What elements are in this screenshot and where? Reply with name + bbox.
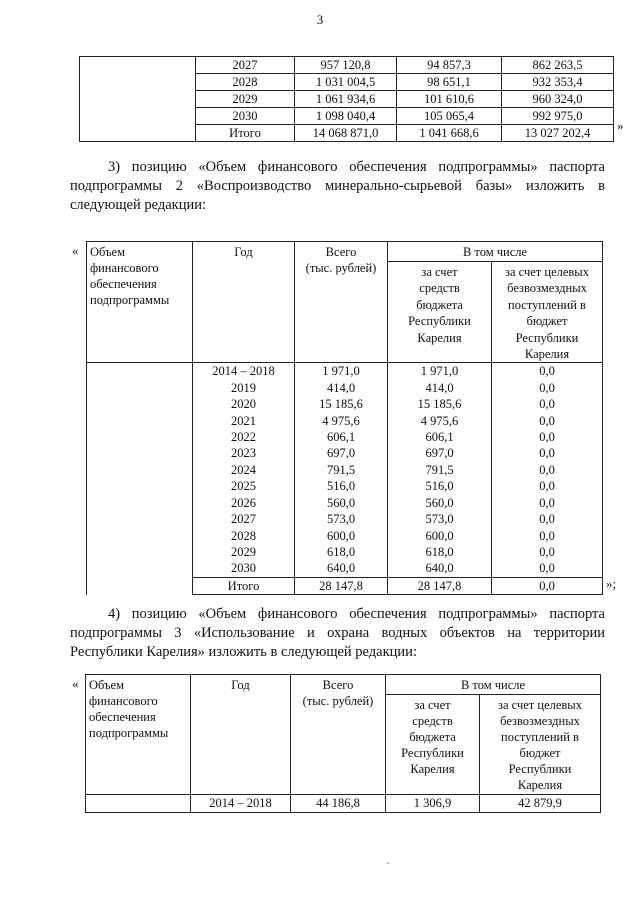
header-text: Объем bbox=[89, 678, 124, 692]
table1-close-quote: » bbox=[617, 118, 624, 133]
total-cell: 414,0 bbox=[295, 380, 388, 396]
header-text: за счет bbox=[414, 698, 451, 712]
paragraph-3-line: 3) позицию «Объем финансового обеспечения подпрограммы» паспорта bbox=[108, 159, 605, 175]
paragraph-4-line: 4) позицию «Объем финансового обеспечения подпрограммы» паспорта bbox=[108, 606, 605, 622]
year-cell: 2027 bbox=[196, 57, 295, 74]
header-text: Всего bbox=[322, 678, 354, 692]
budget-cell: 516,0 bbox=[388, 478, 492, 494]
year-cell: 2023 bbox=[193, 445, 295, 461]
header-text: финансового bbox=[89, 694, 158, 708]
table2-close-quote: »; bbox=[606, 576, 617, 591]
header-text: Карелия bbox=[524, 347, 570, 362]
total-cell: 1 031 004,5 bbox=[295, 74, 397, 91]
header-text: подпрограммы bbox=[89, 726, 169, 740]
year-cell: 2029 bbox=[196, 91, 295, 108]
paragraph-4-line: подпрограммы 3 «Использование и охрана водных объектов на территории bbox=[70, 625, 605, 641]
header-text: бюджет bbox=[526, 314, 568, 329]
header-targeted-funds bbox=[480, 695, 601, 795]
header-text: Карелия bbox=[517, 778, 563, 792]
targeted-cell: 0,0 bbox=[492, 544, 603, 560]
header-including: В том числе bbox=[388, 242, 603, 262]
scan-speck bbox=[387, 862, 389, 864]
year-cell: 2030 bbox=[193, 560, 295, 577]
header-text: поступлений в bbox=[501, 730, 579, 744]
year-cell: Итого bbox=[196, 125, 295, 142]
page-number: 3 bbox=[316, 12, 324, 27]
targeted-cell: 42 879,9 bbox=[480, 795, 601, 813]
targeted-cell: 0,0 bbox=[492, 380, 603, 396]
header-targeted-funds bbox=[492, 262, 603, 363]
table-row bbox=[80, 57, 614, 74]
year-cell: 2026 bbox=[193, 495, 295, 511]
table-row bbox=[86, 795, 601, 813]
header-text: средств bbox=[419, 281, 460, 296]
year-cell: 2014 – 2018 bbox=[193, 363, 295, 380]
total-cell: 697,0 bbox=[295, 445, 388, 461]
header-text: безвозмездных bbox=[507, 281, 587, 296]
header-text: Карелия bbox=[417, 330, 462, 345]
budget-cell: 791,5 bbox=[388, 462, 492, 478]
total-cell: 1 971,0 bbox=[295, 363, 388, 380]
budget-cell: 414,0 bbox=[388, 380, 492, 396]
header-text: Республики bbox=[508, 762, 572, 776]
table2-open-quote: « bbox=[72, 243, 79, 258]
budget-cell: 1 041 668,6 bbox=[397, 125, 502, 142]
budget-cell: 1 306,9 bbox=[386, 795, 480, 813]
budget-cell: 618,0 bbox=[388, 544, 492, 560]
total-cell: 606,1 bbox=[295, 429, 388, 445]
total-cell: 957 120,8 bbox=[295, 57, 397, 74]
subprogram-3-finance-table bbox=[85, 674, 601, 813]
targeted-cell: 13 027 202,4 bbox=[502, 125, 614, 142]
header-text: Карелия bbox=[410, 762, 455, 776]
subprogram-2-finance-table bbox=[86, 241, 603, 595]
header-text: Республики bbox=[401, 746, 464, 760]
budget-cell: 94 857,3 bbox=[397, 57, 502, 74]
budget-cell: 98 651,1 bbox=[397, 74, 502, 91]
year-cell: 2029 bbox=[193, 544, 295, 560]
budget-cell: 1 971,0 bbox=[388, 363, 492, 380]
header-text: финансового bbox=[90, 261, 159, 275]
targeted-cell: 0,0 bbox=[492, 462, 603, 478]
header-text: (тыс. рублей) bbox=[302, 694, 374, 708]
targeted-cell: 0,0 bbox=[492, 511, 603, 527]
targeted-cell: 0,0 bbox=[492, 560, 603, 577]
budget-cell: 640,0 bbox=[388, 560, 492, 577]
total-cell: 791,5 bbox=[295, 462, 388, 478]
header-text: обеспечения bbox=[89, 710, 156, 724]
targeted-cell: 0,0 bbox=[492, 478, 603, 494]
targeted-cell: 992 975,0 bbox=[502, 108, 614, 125]
total-cell: 600,0 bbox=[295, 528, 388, 544]
total-cell: 560,0 bbox=[295, 495, 388, 511]
paragraph-3-line: следующей редакции: bbox=[70, 197, 207, 213]
table-continuation bbox=[79, 56, 614, 142]
total-cell: 640,0 bbox=[295, 560, 388, 577]
year-cell: 2020 bbox=[193, 396, 295, 412]
targeted-cell: 0,0 bbox=[492, 445, 603, 461]
total-cell: 15 185,6 bbox=[295, 396, 388, 412]
header-year: Год bbox=[193, 242, 295, 363]
year-cell: 2021 bbox=[193, 413, 295, 429]
total-cell: 44 186,8 bbox=[291, 795, 386, 813]
header-text: (тыс. рублей) bbox=[305, 261, 377, 276]
year-cell: 2022 bbox=[193, 429, 295, 445]
header-text: Республики bbox=[515, 330, 579, 345]
budget-cell: 573,0 bbox=[388, 511, 492, 527]
targeted-cell: 0,0 bbox=[492, 429, 603, 445]
year-cell: 2025 bbox=[193, 478, 295, 494]
header-text: обеспечения bbox=[90, 277, 157, 291]
table3-open-quote: « bbox=[72, 676, 79, 691]
header-text: Всего bbox=[325, 245, 357, 259]
targeted-cell: 0,0 bbox=[492, 495, 603, 511]
targeted-cell: 0,0 bbox=[492, 363, 603, 380]
header-text: Объем bbox=[90, 245, 125, 259]
year-cell: 2028 bbox=[193, 528, 295, 544]
year-cell: Итого bbox=[193, 577, 295, 594]
targeted-cell: 0,0 bbox=[492, 396, 603, 412]
total-cell: 516,0 bbox=[295, 478, 388, 494]
year-cell: 2028 bbox=[196, 74, 295, 91]
total-cell: 14 068 871,0 bbox=[295, 125, 397, 142]
year-cell: 2030 bbox=[196, 108, 295, 125]
targeted-cell: 0,0 bbox=[492, 577, 603, 594]
year-cell: 2027 bbox=[193, 511, 295, 527]
header-text: подпрограммы bbox=[90, 293, 170, 307]
targeted-cell: 932 353,4 bbox=[502, 74, 614, 91]
paragraph-3 bbox=[70, 158, 605, 215]
table-row bbox=[87, 363, 603, 380]
budget-cell: 606,1 bbox=[388, 429, 492, 445]
budget-cell: 15 185,6 bbox=[388, 396, 492, 412]
year-cell: 2014 – 2018 bbox=[191, 795, 291, 813]
budget-cell: 600,0 bbox=[388, 528, 492, 544]
targeted-cell: 0,0 bbox=[492, 413, 603, 429]
label-cell-empty bbox=[86, 795, 191, 813]
paragraph-4-line: Республики Карелия» изложить в следующей редакции: bbox=[70, 644, 417, 660]
header-total bbox=[291, 675, 386, 795]
header-text: за счет целевых bbox=[505, 265, 589, 279]
budget-cell: 560,0 bbox=[388, 495, 492, 511]
targeted-cell: 0,0 bbox=[492, 528, 603, 544]
header-including: В том числе bbox=[386, 675, 601, 695]
header-text: бюджет bbox=[519, 746, 561, 760]
header-text: Республики bbox=[408, 314, 471, 329]
header-year: Год bbox=[191, 675, 291, 795]
header-subprogram-finance bbox=[87, 242, 193, 363]
budget-cell: 28 147,8 bbox=[388, 577, 492, 594]
targeted-cell: 862 263,5 bbox=[502, 57, 614, 74]
header-text: бюджета bbox=[409, 730, 456, 744]
total-cell: 573,0 bbox=[295, 511, 388, 527]
total-cell: 1 098 040,4 bbox=[295, 108, 397, 125]
header-subprogram-finance bbox=[86, 675, 191, 795]
total-cell: 618,0 bbox=[295, 544, 388, 560]
header-text: бюджета bbox=[416, 297, 463, 312]
budget-cell: 105 065,4 bbox=[397, 108, 502, 125]
header-total bbox=[295, 242, 388, 363]
total-cell: 1 061 934,6 bbox=[295, 91, 397, 108]
header-budget-funds bbox=[386, 695, 480, 795]
budget-cell: 4 975,6 bbox=[388, 413, 492, 429]
header-text: за счет целевых bbox=[498, 698, 582, 712]
label-cell-empty bbox=[80, 57, 196, 142]
budget-cell: 697,0 bbox=[388, 445, 492, 461]
budget-cell: 101 610,6 bbox=[397, 91, 502, 108]
label-cell-empty bbox=[87, 363, 193, 595]
paragraph-3-line: подпрограммы 2 «Воспроизводство минерально-сырьевой базы» изложить в bbox=[70, 178, 605, 194]
targeted-cell: 960 324,0 bbox=[502, 91, 614, 108]
header-text: за счет bbox=[421, 265, 458, 279]
total-cell: 28 147,8 bbox=[295, 577, 388, 594]
header-text: безвозмездных bbox=[500, 714, 580, 728]
year-cell: 2024 bbox=[193, 462, 295, 478]
total-cell: 4 975,6 bbox=[295, 413, 388, 429]
year-cell: 2019 bbox=[193, 380, 295, 396]
header-budget-funds bbox=[388, 262, 492, 363]
paragraph-4 bbox=[70, 605, 605, 662]
header-text: поступлений в bbox=[508, 297, 586, 312]
header-text: средств bbox=[412, 714, 453, 728]
